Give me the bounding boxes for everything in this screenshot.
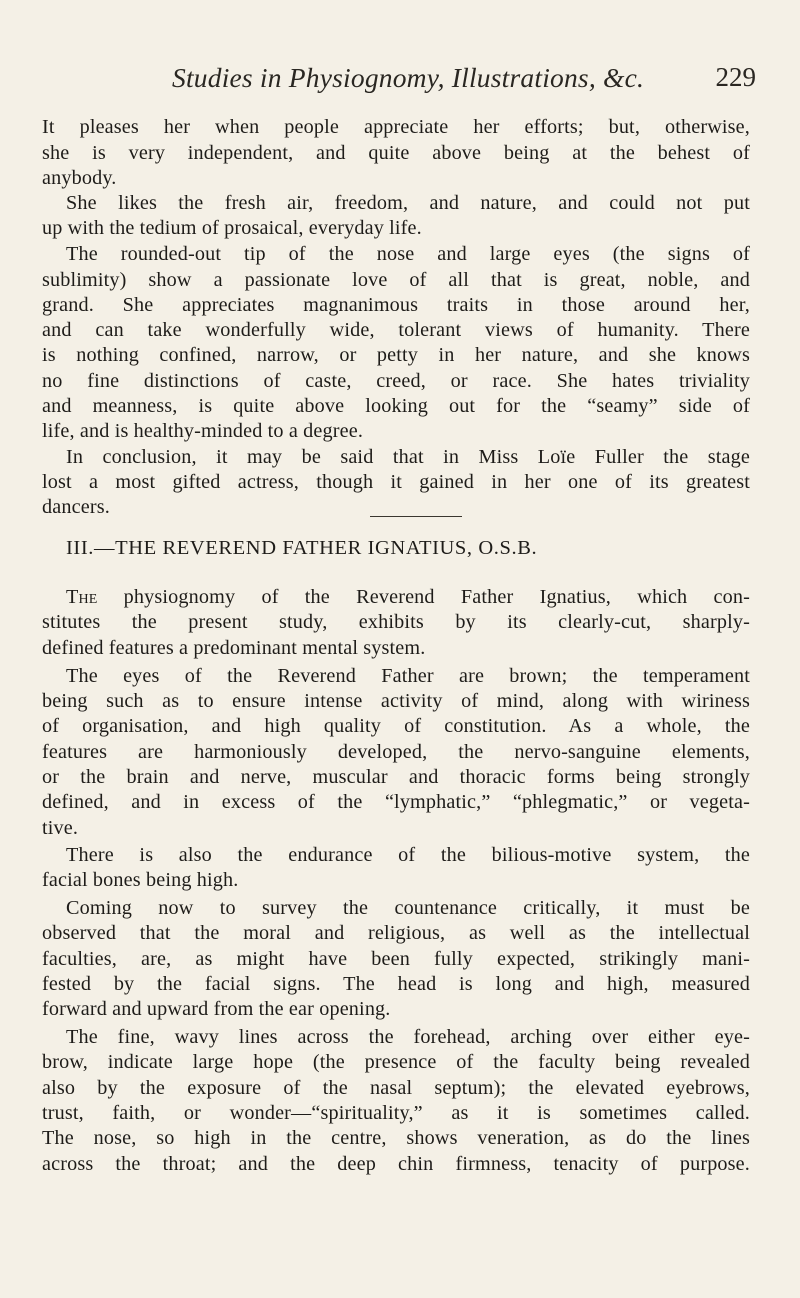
text-line: being such as to ensure intense activity of mind, along with wiriness <box>42 690 750 712</box>
text-line: In conclusion, it may be said that in Miss Loïe Fuller the stage <box>66 446 750 468</box>
text-line: is nothing confined, narrow, or petty in her nature, and she knows <box>42 344 750 366</box>
text-line: The nose, so high in the centre, shows veneration, as do the lines <box>42 1127 750 1149</box>
text-line: faculties, are, as might have been fully expected, strikingly mani- <box>42 948 750 970</box>
text-line: facial bones being high. <box>42 869 239 891</box>
section-heading: III.—THE REVEREND FATHER IGNATIUS, O.S.B. <box>66 537 538 559</box>
text-line: grand. She appreciates magnanimous traits in those around her, <box>42 294 750 316</box>
text-line: no fine distinctions of caste, creed, or race. She hates triviality <box>42 370 750 392</box>
text-line: She likes the fresh air, freedom, and nature, and could not put <box>66 192 750 214</box>
text-line: anybody. <box>42 167 117 189</box>
text-line: stitutes the present study, exhibits by its clearly-cut, sharply- <box>42 611 750 633</box>
text-line: observed that the moral and religious, as well as the intellectual <box>42 922 750 944</box>
page-number: 229 <box>715 62 756 92</box>
text-line: features are harmoniously developed, the nervo-sanguine elements, <box>42 741 750 763</box>
text-line-rest: physiognomy of the Reverend Father Ignatius, which con- <box>97 586 750 608</box>
text-line: up with the tedium of prosaical, everyday life. <box>42 217 422 239</box>
text-line: dancers. <box>42 496 110 518</box>
section-divider-rule <box>370 516 462 517</box>
text-line: trust, faith, or wonder—“spirituality,” as it is sometimes called. <box>42 1102 750 1124</box>
text-line: It pleases her when people appreciate her efforts; but, otherwise, <box>42 116 750 138</box>
text-line: and can take wonderfully wide, tolerant views of humanity. There <box>42 319 750 341</box>
text-line: sublimity) show a passionate love of all that is great, noble, and <box>42 269 750 291</box>
text-line: defined, and in excess of the “lymphatic,” “phlegmatic,” or vegeta- <box>42 791 750 813</box>
text-line: There is also the endurance of the bilious-motive system, the <box>66 844 750 866</box>
text-line: she is very independent, and quite above being at the behest of <box>42 142 750 164</box>
text-line: defined features a predominant mental system. <box>42 637 426 659</box>
drop-word: The <box>66 586 98 608</box>
text-line: life, and is healthy-minded to a degree. <box>42 420 364 442</box>
text-line: or the brain and nerve, muscular and thoracic forms being strongly <box>42 766 750 788</box>
text-line: fested by the facial signs. The head is long and high, measured <box>42 973 750 995</box>
text-line: also by the exposure of the nasal septum); the elevated eyebrows, <box>42 1077 750 1099</box>
text-line: and meanness, is quite above looking out for the “seamy” side of <box>42 395 750 417</box>
text-line: The fine, wavy lines across the forehead, arching over either eye- <box>66 1026 750 1048</box>
text-line: tive. <box>42 817 79 839</box>
text-line: brow, indicate large hope (the presence of the faculty being revealed <box>42 1051 750 1073</box>
text-line: lost a most gifted actress, though it gained in her one of its greatest <box>42 471 750 493</box>
running-head <box>0 62 800 98</box>
text-line: across the throat; and the deep chin firmness, tenacity of purpose. <box>42 1153 750 1175</box>
text-line: The eyes of the Reverend Father are brown; the temperament <box>66 665 750 687</box>
text-line: The rounded-out tip of the nose and large eyes (the signs of <box>66 243 750 265</box>
text-line: forward and upward from the ear opening. <box>42 998 391 1020</box>
text-line: of organisation, and high quality of constitution. As a whole, the <box>42 715 750 737</box>
running-title: Studies in Physiognomy, Illustrations, &c. <box>172 62 645 93</box>
text-line: Coming now to survey the countenance critically, it must be <box>66 897 750 919</box>
